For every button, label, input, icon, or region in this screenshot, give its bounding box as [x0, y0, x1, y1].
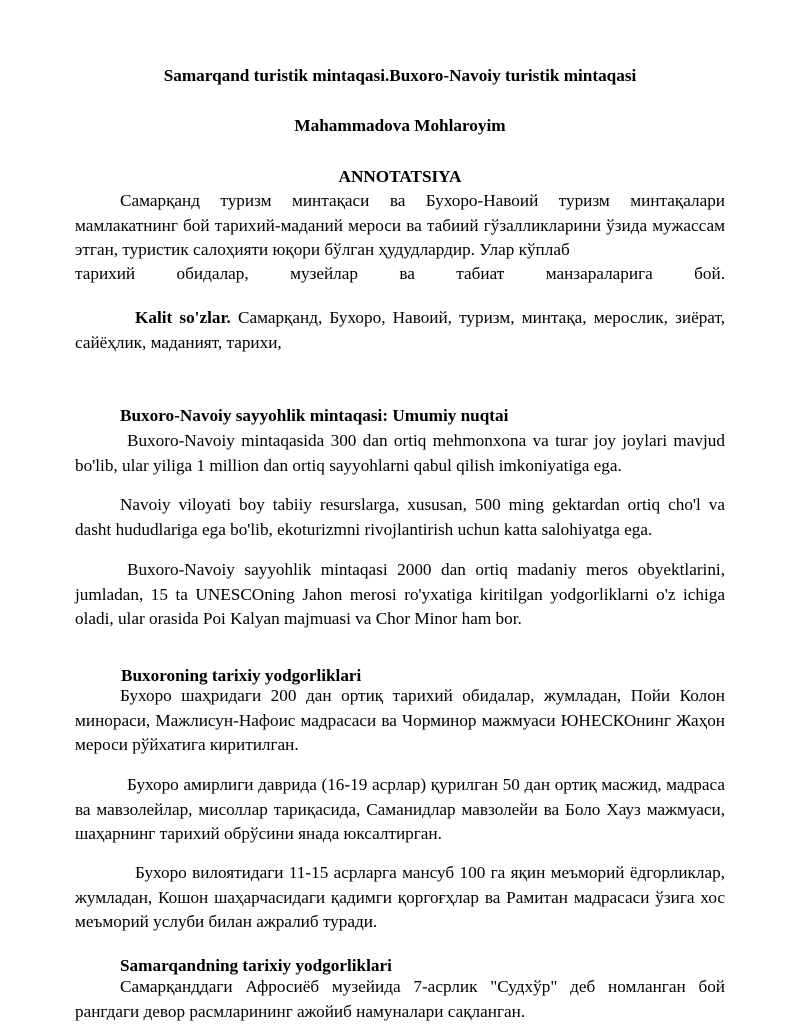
section-heading-buxoro-navoiy: Buxoro-Navoiy sayyohlik mintaqasi: Umumiy nuqtai [120, 406, 509, 425]
section-heading-buxoro-yodgorliklari: Buxoroning tarixiy yodgorliklari [121, 666, 362, 685]
paragraph: Navoiy viloyati boy tabiiy resurslarga, xususan, 500 ming gektardan ortiq cho'l va dasht hududlariga ega bo'lib, ekoturizmni rivojlantirish uchun katta salohiyatga ega. [75, 495, 725, 539]
keywords-label: Kalit so'zlar. [135, 308, 231, 327]
author-name: Mahammadova Mohlaroyim [294, 116, 506, 135]
keywords-paragraph [75, 306, 725, 355]
paragraph: Самарқанддаги Афросиёб музейида 7-асрлик "Судхўр" деб номланган бой рангдаги девор расмларининг ажойиб намуналари сақланган. [75, 977, 725, 1021]
annotation-heading: ANNOTATSIYA [338, 167, 462, 186]
keywords-text: Самарқанд, Бухоро, Навоий, туризм, минтақа, мерослик, зиёрат, сайёҳлик, маданият, тарихи, [75, 308, 725, 352]
annotation-text-main: Самарқанд туризм минтақаси ва Бухоро-Навоий туризм минтақалари мамлакатнинг бой тарихий-маданий мероси ва табиий гўзалликларини ўзида мужассам этган, туристик салоҳияти юқори бўлган ҳудудлардир. Улар кўплаб [75, 191, 725, 259]
paragraph: Бухоро шаҳридаги 200 дан ортиқ тарихий обидалар, жумладан, Пойи Колон минораси, Мажлисун-Нафоис мадрасаси ва Чорминор мажмуаси ЮНЕСКОнинг Жаҳон мероси рўйхатига киритилган. [75, 686, 725, 754]
paragraph: Бухоро амирлиги даврида (16-19 асрлар) қурилган 50 дан ортиқ масжид, мадраса ва мавзолейлар, мисоллар тариқасида, Саманидлар мавзолейи ва Боло Хауз мажмуаси, шаҳарнинг тарихий обрўсини янада юксалтирган. [75, 775, 725, 843]
paragraph: Buxoro-Navoiy mintaqasida 300 dan ortiq mehmonxona va turar joy joylari mavjud bo'lib, ular yiliga 1 million dan ortiq sayyohlarni qabul qilish imkoniyatiga ega. [75, 431, 725, 475]
paragraph: Бухоро вилоятидаги 11-15 асрларга мансуб 100 га яқин меъморий ёдгорликлар, жумладан, Кошон шаҳарчасидаги қадимги қоргоғҳлар ва Рамитан мадрасаси ўзига хос меъморий услуби билан ажралиб туради. [75, 863, 725, 931]
annotation-paragraph [75, 189, 725, 263]
annotation-last-line: тарихий обидалар, музейлар ва табиат манзараларига бой. [75, 264, 725, 283]
section-heading-samarqand-yodgorliklari: Samarqandning tarixiy yodgorliklari [120, 956, 392, 975]
paragraph: Buxoro-Navoiy sayyohlik mintaqasi 2000 dan ortiq madaniy meros obyektlarini, jumladan, 15 ta UNESCOning Jahon merosi ro'yxatiga kiritilgan yodgorliklarni o'z ichiga oladi, ular orasida Poi Kalyan majmuasi va Chor Minor ham bor. [75, 560, 725, 628]
document-title: Samarqand turistik mintaqasi.Buxoro-Navoiy turistik mintaqasi [163, 66, 637, 85]
